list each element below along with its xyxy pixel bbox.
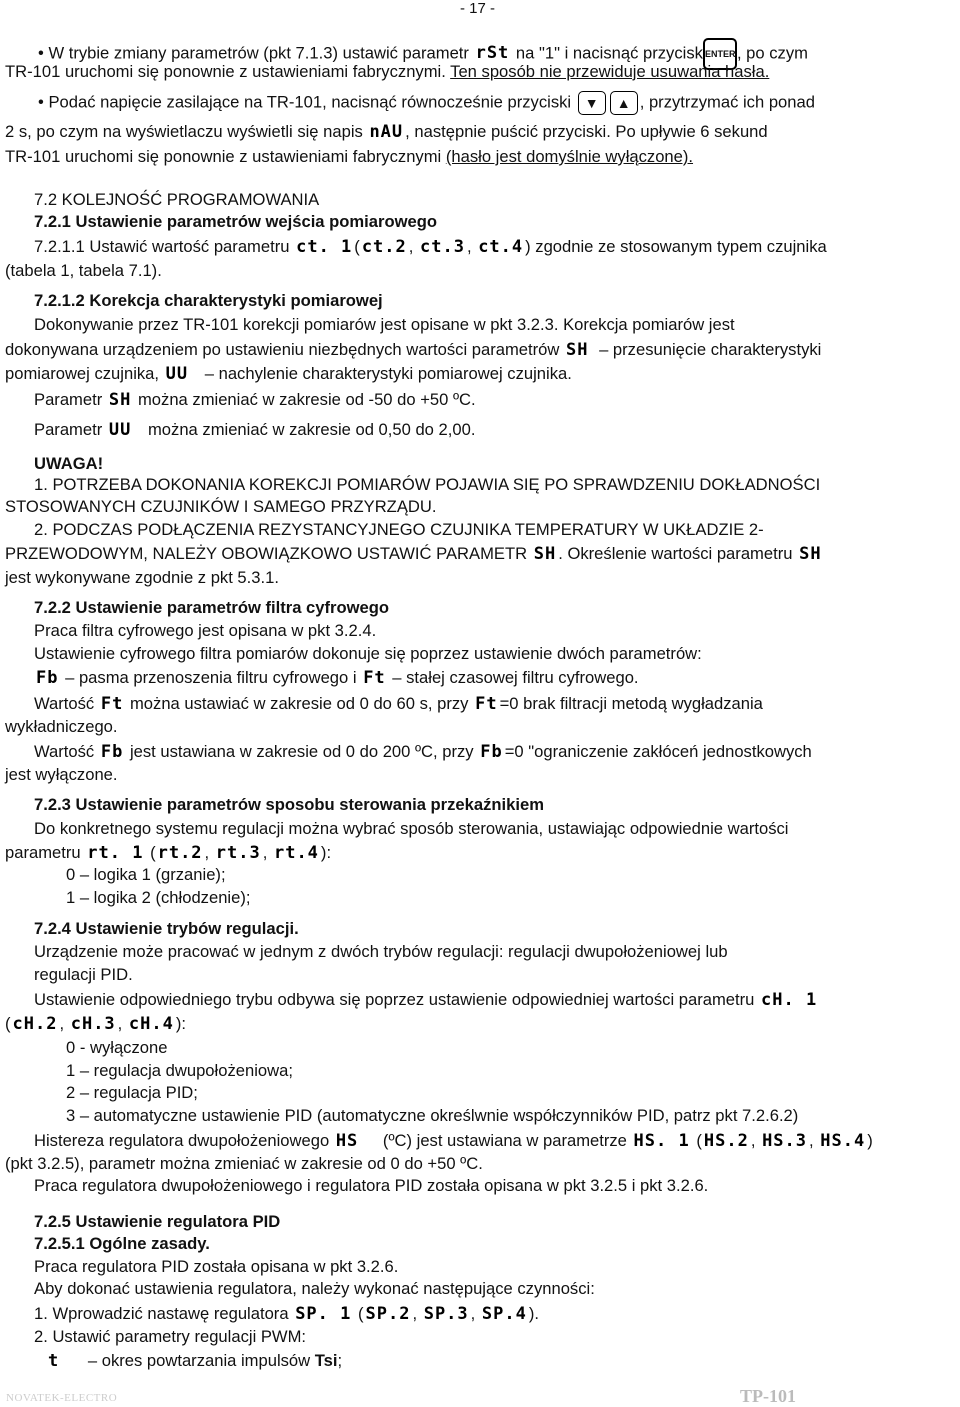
text-line: (tabela 1, tabela 7.1). <box>5 261 162 280</box>
code-rst: rSt <box>475 43 510 64</box>
subsection-heading: 7.2.1.2 Korekcja charakterystyki pomiarowej <box>34 291 383 310</box>
text-line: Wartość Fb jest ustawiana w zakresie od 0 do 200 ºC, przy Fb =0 "ograniczenie zakłóceń jednostkowych <box>34 742 812 762</box>
text-line: regulacji PID. <box>34 965 133 984</box>
text-line: jest wykonywane zgodnie z pkt 5.3.1. <box>5 568 279 587</box>
text-line: Ustawienie odpowiedniego trybu odbywa się poprzez ustawienie odpowiedniej wartości parametru cH. 1 <box>34 990 818 1010</box>
text-line: (pkt 3.2.5), parametr można zmieniać w zakresie od 0 do +50 ºC. <box>5 1154 483 1173</box>
text-line: TR-101 uruchomi się ponownie z ustawieniami fabrycznymi. Ten sposób nie przewiduje usuwania hasła. <box>5 62 770 81</box>
text-line: PRZEWODOWYM, NALEŻY OBOWIĄZKOWO USTAWIĆ PARAMETR SH . Określenie wartości parametru SH <box>5 544 822 564</box>
enter-key-icon: ENTER <box>703 38 737 70</box>
text-line: dokonywana urządzeniem po ustawieniu niezbędnych wartości parametrów SH – przesunięcie charakterystyki <box>5 340 822 360</box>
warning-heading: UWAGA! <box>34 454 104 473</box>
text-line: Histereza regulatora dwupołożeniowego HS (ºC) jest ustawiana w parametrze HS. 1 ( HS.2 , HS.3 , HS.4 ) <box>34 1131 873 1151</box>
text-line: Aby dokonać ustawienia regulatora, należy wykonać następujące czynności: <box>34 1279 595 1298</box>
text-line: Parametr UU można zmieniać w zakresie od 0,50 do 2,00. <box>34 420 476 440</box>
text-line: Praca regulatora dwupołożeniowego i regulatora PID została opisana w pkt 3.2.5 i pkt 3.2.6. <box>34 1176 709 1195</box>
bullet-line-2: • Podać napięcie zasilające na TR-101, nacisnąć równocześnie przyciski ▼ ▲ , przytrzymać ich ponad <box>38 91 815 115</box>
bullet-icon: • <box>38 43 44 63</box>
text-line: Urządzenie może pracować w jednym z dwóch trybów regulacji: regulacji dwupołożeniowej lub <box>34 942 728 961</box>
list-item: 2 – regulacja PID; <box>66 1083 198 1102</box>
footer-brand: NOVATEK-ELECTRO <box>6 1392 118 1404</box>
down-arrow-key-icon: ▼ <box>578 91 606 115</box>
page-number: - 17 - <box>460 0 496 17</box>
list-item: 1 – regulacja dwupołożeniowa; <box>66 1061 293 1080</box>
text-line: Dokonywanie przez TR-101 korekcji pomiarów jest opisane w pkt 3.2.3. Korekcja pomiarów jest <box>34 315 735 334</box>
bullet-line-1: • W trybie zmiany parametrów (pkt 7.1.3) ustawić parametr rSt na "1" i nacisnąć przycisk ENTER, po czym <box>38 38 808 70</box>
text-line: Do konkretnego systemu regulacji można wybrać sposób sterowania, ustawiając odpowiednie wartości <box>34 819 789 838</box>
subsection-heading: 7.2.5 Ustawienie regulatora PID <box>34 1212 281 1231</box>
text-line: STOSOWANYCH CZUJNIKÓW I SAMEGO PRZYRZĄDU. <box>5 497 437 516</box>
text-line: Fb – pasma przenoszenia filtru cyfrowego i Ft – stałej czasowej filtru cyfrowego. <box>36 668 639 688</box>
text-line: 2 s, po czym na wyświetlaczu wyświetli się napis nAU , następnie puścić przyciski. Po upływie 6 sekund <box>5 122 768 142</box>
text-line: wykładniczego. <box>5 717 118 736</box>
text-line: ( cH.2 , cH.3 , cH.4 ): <box>5 1014 186 1034</box>
text-line: pomiarowej czujnika, UU – nachylenie charakterystyki pomiarowej czujnika. <box>5 364 572 384</box>
text-line: Wartość Ft można ustawiać w zakresie od 0 do 60 s, przy Ft =0 brak filtracji metodą wygładzania <box>34 694 763 714</box>
footer-model: TP-101 <box>740 1386 796 1406</box>
text-line: 7.2.1.1 Ustawić wartość parametru ct. 1 ( ct.2 , ct.3 , ct.4 ) zgodnie ze stosowanym typem czujnika <box>34 237 827 257</box>
up-arrow-key-icon: ▲ <box>610 91 638 115</box>
subsection-heading: 7.2.2 Ustawienie parametrów filtra cyfrowego <box>34 598 390 617</box>
text-line: Praca filtra cyfrowego jest opisana w pkt 3.2.4. <box>34 621 377 640</box>
text-line: jest wyłączone. <box>5 765 118 784</box>
text-line: Ustawienie cyfrowego filtra pomiarów dokonuje się poprzez ustawienie dwóch parametrów: <box>34 644 702 663</box>
subsection-heading: 7.2.1 Ustawienie parametrów wejścia pomiarowego <box>34 212 438 231</box>
text-line: 2. PODCZAS PODŁĄCZENIA REZYSTANCYJNEGO CZUJNIKA TEMPERATURY W UKŁADZIE 2- <box>34 520 764 539</box>
text-line: Parametr SH można zmieniać w zakresie od -50 do +50 ºC. <box>34 390 476 410</box>
list-item: t – okres powtarzania impulsów Tsi; <box>48 1351 343 1371</box>
code-nav: nAU <box>369 122 404 142</box>
list-item: 0 - wyłączone <box>66 1038 168 1057</box>
subsection-heading: 7.2.4 Ustawienie trybów regulacji. <box>34 919 299 938</box>
subsection-heading: 7.2.5.1 Ogólne zasady. <box>34 1234 210 1253</box>
text-line: TR-101 uruchomi się ponownie z ustawieniami fabrycznymi (hasło jest domyślnie wyłączone). <box>5 147 694 166</box>
text-line: 1. POTRZEBA DOKONANIA KOREKCJI POMIARÓW POJAWIA SIĘ PO SPRAWDZENIU DOKŁADNOŚCI <box>34 475 821 494</box>
bullet-icon: • <box>38 92 44 112</box>
section-heading: 7.2 KOLEJNOŚĆ PROGRAMOWANIA <box>34 190 320 209</box>
subsection-heading: 7.2.3 Ustawienie parametrów sposobu sterowania przekaźnikiem <box>34 795 544 814</box>
list-item: 1. Wprowadzić nastawę regulatora SP. 1 ( SP.2 , SP.3 , SP.4 ). <box>34 1304 539 1324</box>
text-line: Praca regulatora PID została opisana w pkt 3.2.6. <box>34 1257 399 1276</box>
list-item: 2. Ustawić parametry regulacji PWM: <box>34 1327 307 1346</box>
list-item: 3 – automatyczne ustawienie PID (automatyczne określwnie współczynników PID, patrz pkt 7.2.6.2) <box>66 1106 799 1125</box>
list-item: 0 – logika 1 (grzanie); <box>66 865 226 884</box>
list-item: 1 – logika 2 (chłodzenie); <box>66 888 251 907</box>
text-line: parametru rt. 1 ( rt.2 , rt.3 , rt.4 ): <box>5 843 332 863</box>
